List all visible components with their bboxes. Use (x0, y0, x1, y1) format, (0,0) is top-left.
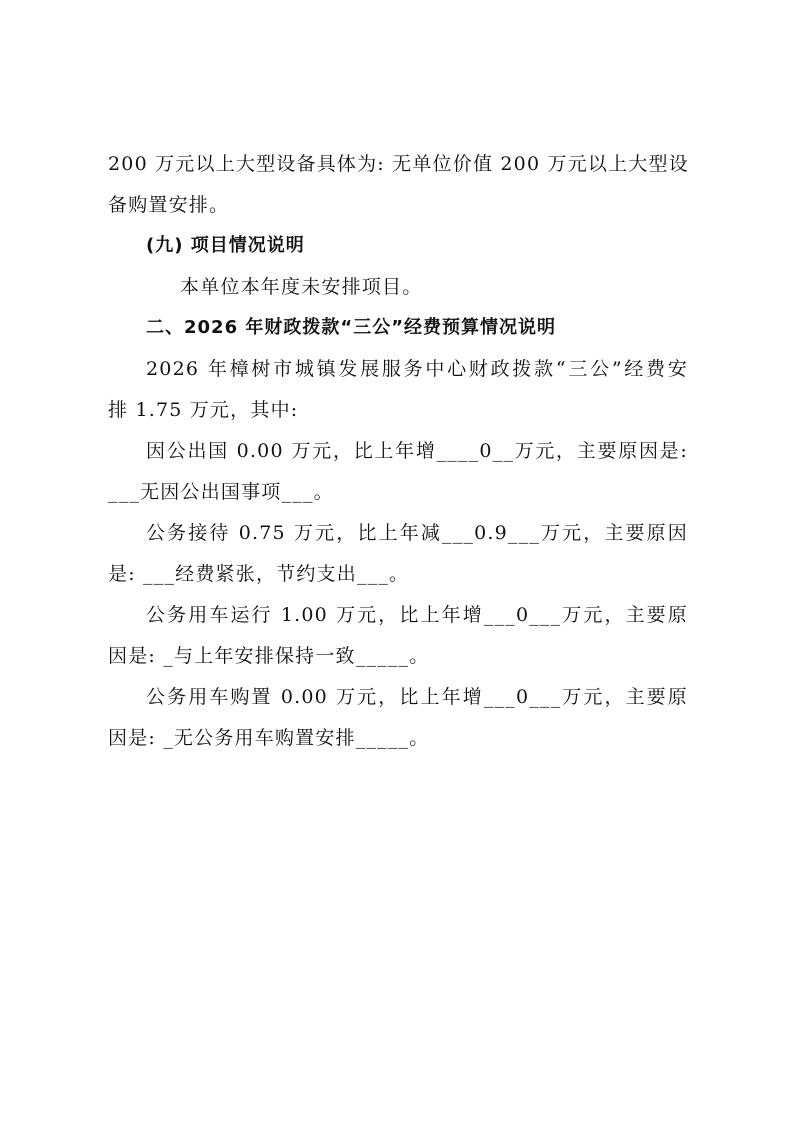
paragraph-vehicle-purchase-line1: 公务用车购置 0.00 万元，比上年增___0___万元，主要原 (146, 686, 688, 708)
paragraph-vehicle-operation-line2: 因是: _与上年安排保持一致_____。 (108, 645, 430, 667)
paragraph-reception-line1: 公务接待 0.75 万元，比上年减___0.9___万元，主要原因 (146, 522, 688, 544)
paragraph-reception-line2: 是: ___经费紧张，节约支出___。 (108, 563, 410, 585)
section-heading-three-public: 二、2026 年财政拨款“三公”经费预算情况说明 (146, 317, 557, 338)
paragraph-three-public-line2: 排 1.75 万元，其中: (108, 399, 299, 421)
paragraph-abroad-line2: ___无因公出国事项___。 (108, 481, 334, 503)
paragraph-equipment-line1: 200 万元以上大型设备具体为: 无单位价值 200 万元以上大型设 (108, 153, 689, 175)
paragraph-vehicle-operation-line1: 公务用车运行 1.00 万元，比上年增___0___万元，主要原 (146, 604, 688, 626)
paragraph-three-public-line1: 2026 年樟树市城镇发展服务中心财政拨款“三公”经费安 (146, 358, 688, 380)
paragraph-abroad-line1: 因公出国 0.00 万元，比上年增____0__万元，主要原因是: (146, 440, 688, 462)
paragraph-equipment-line2: 备购置安排。 (108, 194, 230, 216)
paragraph-projects: 本单位本年度未安排项目。 (180, 276, 423, 298)
section-heading-projects: (九) 项目情况说明 (146, 235, 305, 256)
paragraph-vehicle-purchase-line2: 因是: _无公务用车购置安排_____。 (108, 727, 430, 749)
